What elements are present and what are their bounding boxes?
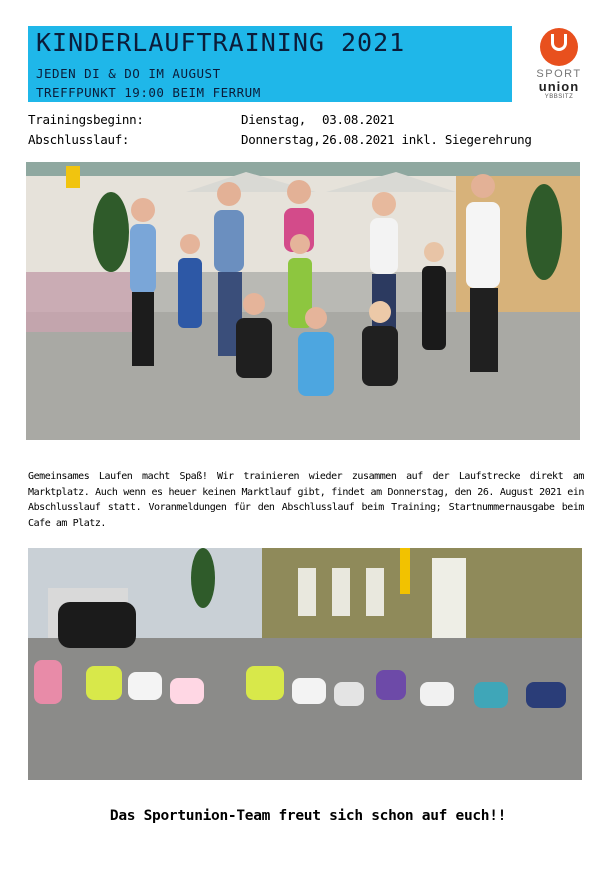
group-photo <box>26 162 580 440</box>
description-paragraph: Gemeinsames Laufen macht Spaß! Wir trainieren wieder zusammen auf der Laufstrecke direkt am Marktplatz. Auch wenn es heuer keinen Marktlauf gibt, findet am Donnerstag, den 26. August 2021 ein Abschlusslauf statt. Voranmeldungen für den Abschlusslauf beim Training; Startnummernausgabe beim Cafe am Platz. <box>28 471 584 529</box>
logo-word-ybbsitz: YBBSITZ <box>544 94 574 100</box>
closing-line: Das Sportunion-Team freut sich schon auf euch!! <box>109 808 507 824</box>
start-date: 03.08.2021 <box>322 112 395 127</box>
sportunion-logo-icon <box>540 28 578 66</box>
schedule-subtitle: JEDEN DI & DO IM AUGUST <box>36 66 221 81</box>
start-label: Trainingsbeginn: <box>28 112 144 127</box>
page-title: KINDERLAUFTRAINING 2021 <box>36 28 406 57</box>
header-banner <box>28 26 512 102</box>
final-label: Abschlusslauf: <box>28 132 130 147</box>
meeting-point-subtitle: TREFFPUNKT 19:00 BEIM FERRUM <box>36 85 261 100</box>
start-day: Dienstag, <box>241 112 307 127</box>
final-date: 26.08.2021 inkl. Siegerehrung <box>322 132 532 147</box>
start-line-photo <box>28 548 582 780</box>
logo-word-sport: SPORT <box>536 68 582 80</box>
sportunion-logo <box>524 26 594 102</box>
final-day: Donnerstag, <box>241 132 321 147</box>
logo-word-union: union <box>538 79 580 94</box>
